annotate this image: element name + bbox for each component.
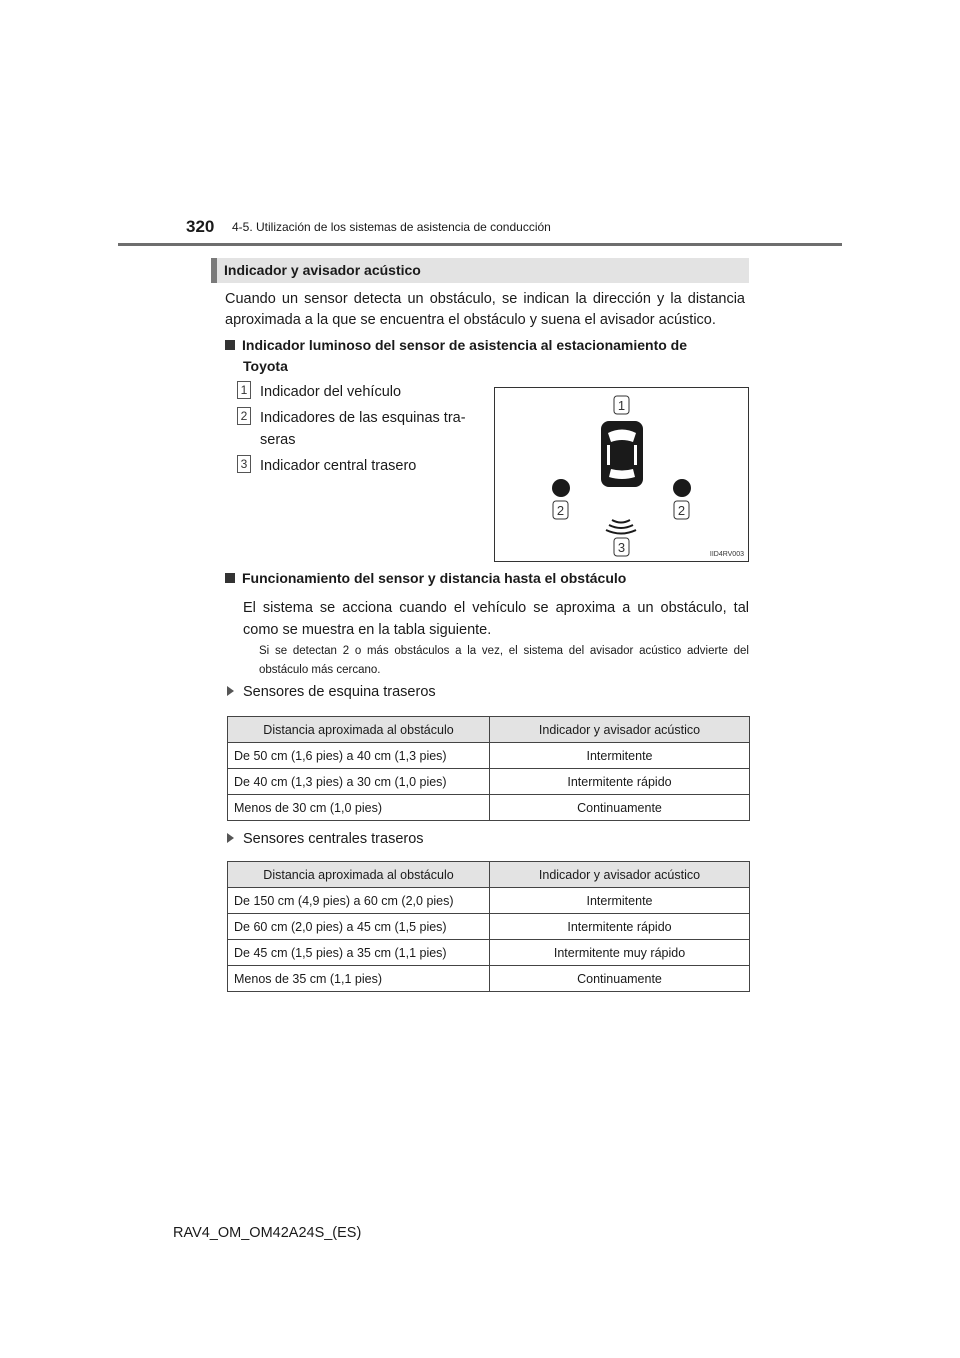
svg-text:1: 1 (617, 398, 626, 413)
indicator-diagram (495, 388, 748, 561)
figure-label-2-left (553, 501, 568, 519)
section-heading (211, 258, 749, 283)
table-cell: Continuamente (490, 966, 750, 992)
table-row (228, 743, 750, 769)
center-sensors-table (227, 861, 750, 992)
table-header-cell: Indicador y avisador acústico (490, 862, 750, 888)
table-cell: De 45 cm (1,5 pies) a 35 cm (1,1 pies) (228, 940, 490, 966)
table-row (228, 966, 750, 992)
callout-text-2-line2: seras (260, 432, 296, 448)
table-cell: Menos de 30 cm (1,0 pies) (228, 795, 490, 821)
subsection-title-line2: Toyota (243, 358, 288, 374)
svg-text:2: 2 (677, 503, 686, 518)
svg-text:3: 3 (617, 540, 626, 555)
callout-text-2-line1: Indicadores de las esquinas tra- (260, 410, 466, 426)
subsection2-title: Funcionamiento del sensor y distancia hasta el obstáculo (242, 570, 627, 586)
subsection-title-line1: Indicador luminoso del sensor de asistencia al estacionamiento de (242, 337, 688, 353)
table-row (228, 888, 750, 914)
table1-caption (227, 684, 436, 700)
subsection-title-operation (225, 568, 750, 589)
vehicle-indicator-icon (601, 421, 643, 487)
callout-number-2: 2 (237, 407, 251, 425)
table2-caption (227, 831, 424, 847)
callout-number-1: 1 (237, 381, 251, 399)
table-cell: Menos de 35 cm (1,1 pies) (228, 966, 490, 992)
table-cell: Continuamente (490, 795, 750, 821)
table-row (228, 914, 750, 940)
corner-sensors-table (227, 716, 750, 821)
table-header-cell: Distancia aproximada al obstáculo (228, 717, 490, 743)
figure-code: IID4RV003 (709, 551, 744, 558)
callout-1 (237, 381, 401, 403)
table1-caption-text: Sensores de esquina traseros (243, 684, 436, 700)
table-cell: De 150 cm (4,9 pies) a 60 cm (2,0 pies) (228, 888, 490, 914)
footer-code: RAV4_OM_OM42A24S_(ES) (173, 1225, 362, 1241)
chapter-title: 4-5. Utilización de los sistemas de asistencia de conducción (232, 220, 551, 234)
callout-text-3: Indicador central trasero (260, 458, 417, 474)
table-header-cell: Indicador y avisador acústico (490, 717, 750, 743)
intro-paragraph: Cuando un sensor detecta un obstáculo, se indican la dirección y la distancia aproximada a la que se encuentra el obstáculo y suena el avisador acústico. (225, 291, 745, 328)
table-cell: De 40 cm (1,3 pies) a 30 cm (1,0 pies) (228, 769, 490, 795)
table-header-cell: Distancia aproximada al obstáculo (228, 862, 490, 888)
svg-text:2: 2 (556, 503, 565, 518)
section-heading-text: Indicador y avisador acústico (224, 262, 421, 278)
center-rear-indicator-icon (606, 520, 636, 534)
table-cell: Intermitente rápido (490, 914, 750, 940)
figure-label-1 (614, 396, 629, 414)
triangle-bullet-icon (227, 833, 234, 843)
operation-note: Si se detectan 2 o más obstáculos a la vez, el sistema del avisador acústico advierte del obstáculo más cercano. (259, 645, 749, 676)
header-rule (118, 243, 842, 246)
table-row (228, 769, 750, 795)
sensor-indicator-figure (494, 387, 749, 562)
square-bullet-icon (225, 340, 235, 350)
square-bullet-icon (225, 573, 235, 583)
triangle-bullet-icon (227, 686, 234, 696)
table-row (228, 940, 750, 966)
figure-label-3 (614, 538, 629, 556)
callout-3 (237, 455, 416, 477)
table-row (228, 795, 750, 821)
subsection-title-indicator (225, 335, 750, 377)
callout-number-3: 3 (237, 455, 251, 473)
operation-paragraph: El sistema se acciona cuando el vehículo se aproxima a un obstáculo, tal como se muestra en la tabla siguiente. (243, 600, 749, 638)
table-cell: De 50 cm (1,6 pies) a 40 cm (1,3 pies) (228, 743, 490, 769)
table-header-row (228, 717, 750, 743)
table-cell: Intermitente (490, 888, 750, 914)
table-cell: Intermitente rápido (490, 769, 750, 795)
figure-label-2-right (674, 501, 689, 519)
page-number: 320 (186, 217, 215, 236)
table-header-row (228, 862, 750, 888)
left-corner-indicator-icon (552, 479, 570, 497)
callout-text-1: Indicador del vehículo (260, 384, 402, 400)
right-corner-indicator-icon (673, 479, 691, 497)
callout-2 (237, 407, 477, 451)
table-cell: Intermitente muy rápido (490, 940, 750, 966)
table-cell: De 60 cm (2,0 pies) a 45 cm (1,5 pies) (228, 914, 490, 940)
table-cell: Intermitente (490, 743, 750, 769)
table2-caption-text: Sensores centrales traseros (243, 831, 424, 847)
section-heading-bar (211, 258, 217, 283)
